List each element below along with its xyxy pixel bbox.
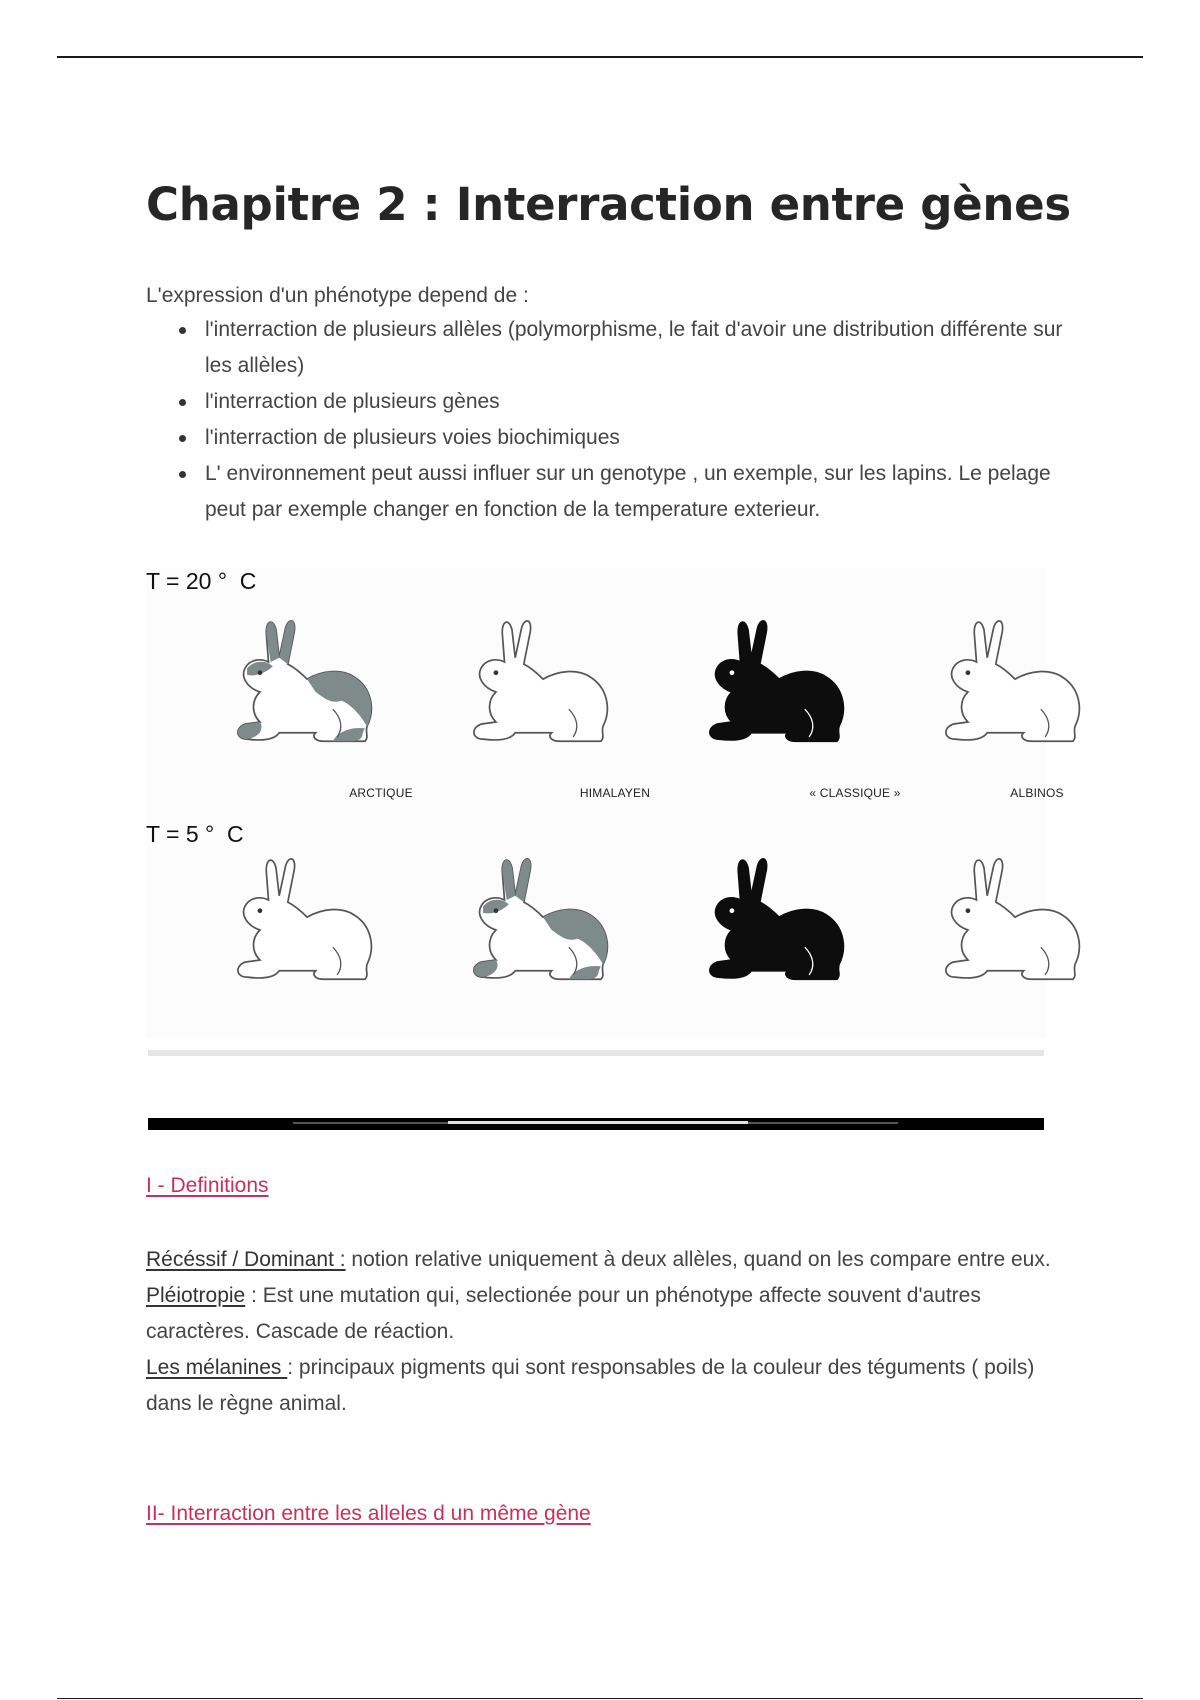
list-item: l'interraction de plusieurs allèles (polymorphisme, le fait d'avoir une distribution différente sur les allèles) — [146, 312, 1066, 384]
definition-melanines — [146, 1350, 1066, 1422]
bottom-rule — [57, 1698, 1143, 1699]
page-title: Chapitre 2 : Interraction entre gènes — [146, 178, 1071, 231]
scroll-thumb[interactable] — [448, 1121, 748, 1124]
definition-text: : Est une mutation qui, selectionée pour un phénotype affecte souvent d'autres caractères. Cascade de réaction. — [146, 1284, 981, 1343]
figure-scrollbar[interactable] — [148, 1118, 1044, 1130]
rabbit-row-20 — [186, 602, 1046, 752]
list-item: L' environnement peut aussi influer sur un genotype , un exemple, sur les lapins. Le pelage peut par exemple changer en fonction de la temperature exterieur. — [146, 456, 1066, 528]
rabbit-white-icon — [422, 602, 662, 752]
list-item: l'interraction de plusieurs gènes — [146, 384, 1066, 420]
temperature-label-5: T = 5 ° C — [146, 821, 244, 847]
bullet-list — [146, 312, 1066, 528]
top-rule — [57, 56, 1143, 58]
rabbit-patched-icon — [186, 602, 426, 752]
definition-text: notion relative uniquement à deux allèles, quand on les compare entre eux. — [345, 1248, 1051, 1271]
figure-divider — [148, 1050, 1044, 1056]
caption-arctique: ARCTIQUE — [349, 786, 413, 800]
term-recessif: Récéssif / Dominant : — [146, 1248, 346, 1271]
caption-classique: « CLASSIQUE » — [809, 786, 901, 800]
rabbit-row-5 — [186, 840, 1046, 990]
rabbit-black-icon — [658, 602, 898, 752]
list-item: l'interraction de plusieurs voies biochimiques — [146, 420, 1066, 456]
rabbit-white-icon — [894, 840, 1134, 990]
rabbit-white-icon — [894, 602, 1134, 752]
definition-pleiotropie — [146, 1278, 1066, 1350]
caption-himalayen: HIMALAYEN — [579, 786, 651, 800]
rabbit-white-icon — [186, 840, 426, 990]
definition-text: : principaux pigments qui sont responsables de la couleur des téguments ( poils) dans le règne animal. — [146, 1356, 1035, 1415]
section-2 — [146, 1496, 1066, 1532]
term-melanines: Les mélanines — [146, 1356, 288, 1379]
section-definitions — [146, 1168, 1066, 1204]
intro-text: L'expression d'un phénotype depend de : — [146, 284, 529, 307]
rabbit-black-icon — [658, 840, 898, 990]
section-2-heading: II- Interraction entre les alleles d un même gène — [146, 1502, 591, 1525]
definition-recessif — [146, 1242, 1066, 1278]
caption-albinos: ALBINOS — [1010, 786, 1064, 800]
term-pleiotropie: Pléiotropie — [146, 1284, 246, 1307]
rabbit-figure — [146, 568, 1064, 1038]
definitions-block — [146, 1242, 1066, 1422]
rabbit-patched-icon — [422, 840, 662, 990]
temperature-label-20: T = 20 ° C — [146, 568, 257, 594]
definitions-heading: I - Definitions — [146, 1174, 269, 1197]
